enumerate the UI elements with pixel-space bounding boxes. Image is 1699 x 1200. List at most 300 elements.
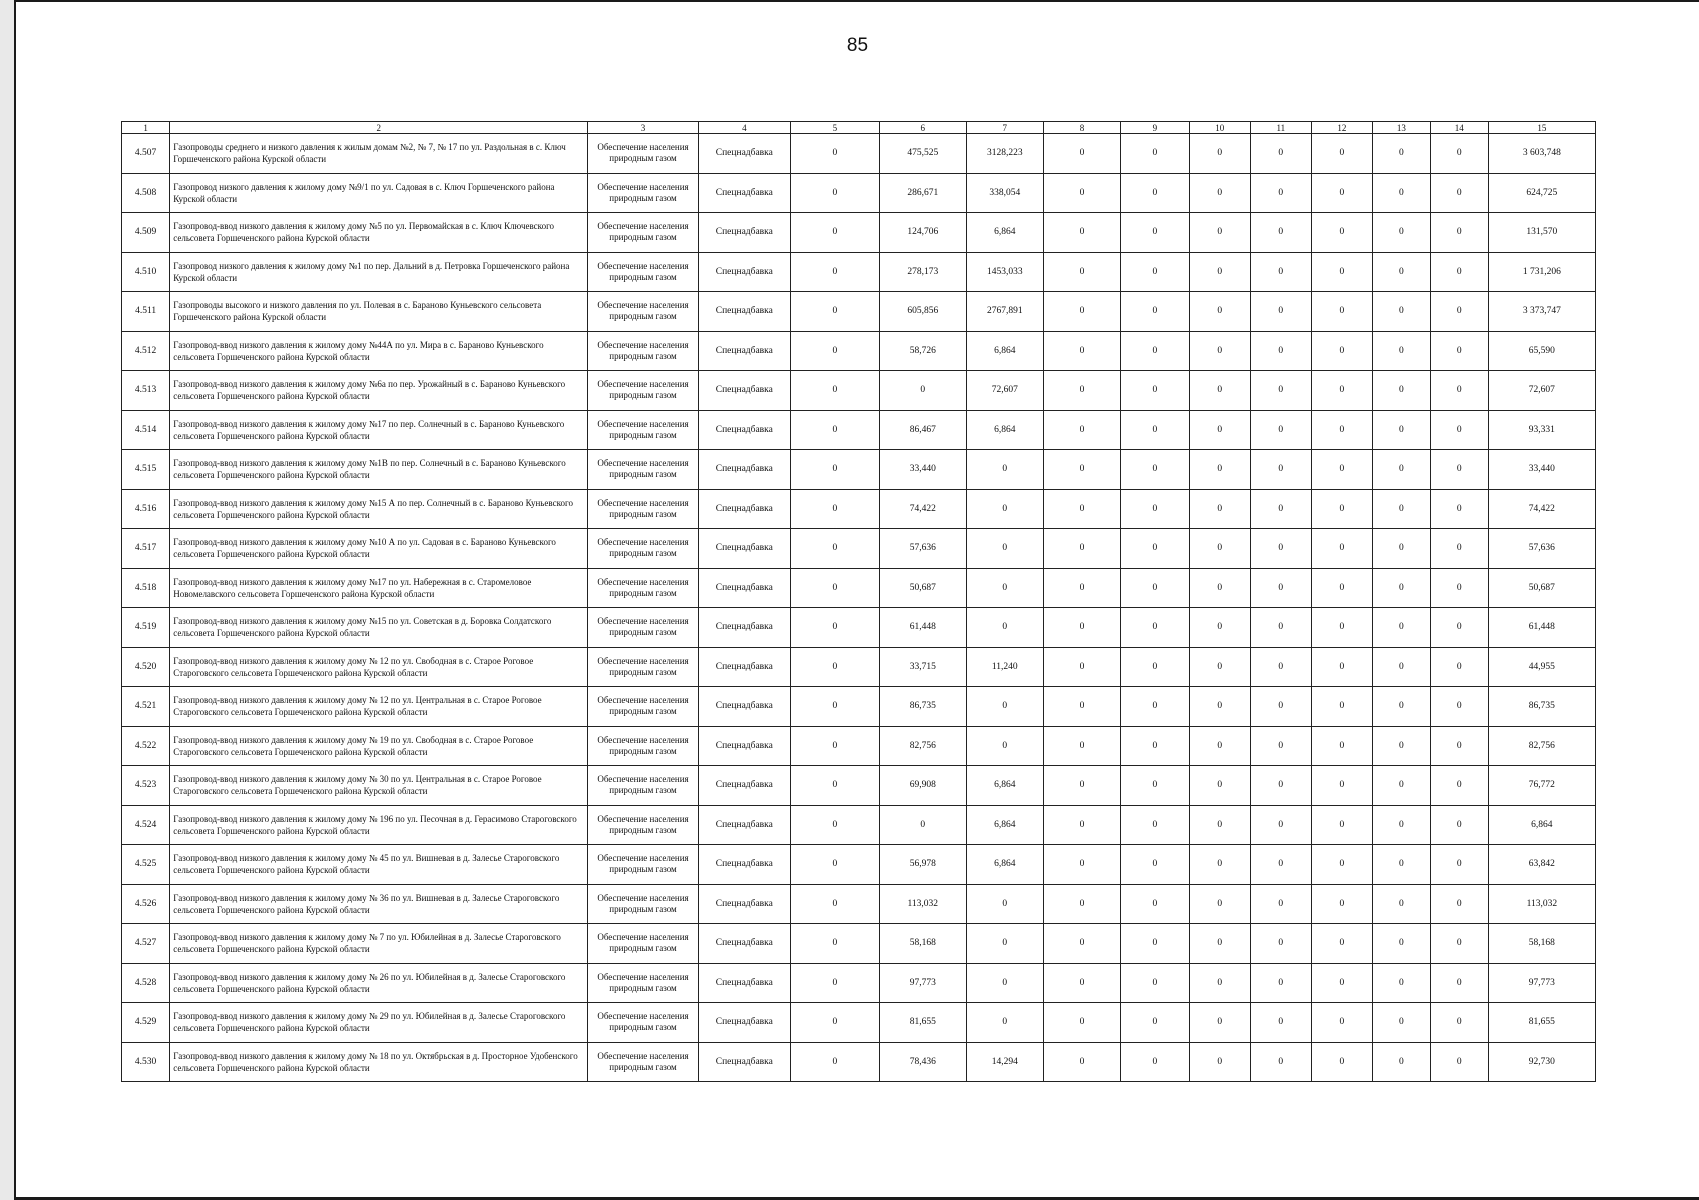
funding-source-cell: Спецнадбавка xyxy=(698,568,790,608)
value-col-5-cell: 0 xyxy=(790,805,879,845)
value-col-5-cell: 0 xyxy=(790,1042,879,1082)
value-col-9-cell: 0 xyxy=(1121,884,1190,924)
table-row xyxy=(122,687,1596,727)
column-header-11: 11 xyxy=(1250,122,1311,134)
row-number-cell: 4.511 xyxy=(122,292,170,332)
row-number-cell: 4.518 xyxy=(122,568,170,608)
value-col-12-cell: 0 xyxy=(1311,529,1372,569)
value-col-6-cell: 97,773 xyxy=(879,963,966,1003)
total-cell: 72,607 xyxy=(1488,371,1595,411)
value-col-13-cell: 0 xyxy=(1372,134,1430,174)
total-cell: 92,730 xyxy=(1488,1042,1595,1082)
page-number: 85 xyxy=(846,35,869,56)
row-number-cell: 4.512 xyxy=(122,331,170,371)
value-col-8-cell: 0 xyxy=(1043,410,1120,450)
value-col-8-cell: 0 xyxy=(1043,489,1120,529)
value-col-11-cell: 0 xyxy=(1250,963,1311,1003)
row-number-cell: 4.515 xyxy=(122,450,170,490)
value-col-8-cell: 0 xyxy=(1043,529,1120,569)
value-col-11-cell: 0 xyxy=(1250,568,1311,608)
value-col-8-cell: 0 xyxy=(1043,647,1120,687)
value-col-5-cell: 0 xyxy=(790,450,879,490)
row-number-cell: 4.513 xyxy=(122,371,170,411)
value-col-6-cell: 61,448 xyxy=(879,608,966,648)
value-col-14-cell: 0 xyxy=(1430,687,1488,727)
table-row xyxy=(122,884,1596,924)
object-name-cell: Газопровод-ввод низкого давления к жилому дому № 12 по ул. Свободная в с. Старое Роговое Староговского сельсовета Горшеченского района Курской области xyxy=(170,647,588,687)
row-number-cell: 4.508 xyxy=(122,173,170,213)
purpose-cell: Обеспечение населения природным газом xyxy=(588,647,698,687)
object-name-cell: Газопровод-ввод низкого давления к жилому дому №1В по пер. Солнечный в с. Бараново Куньевского сельсовета Горшеченского района Курской области xyxy=(170,450,588,490)
purpose-cell: Обеспечение населения природным газом xyxy=(588,766,698,806)
value-col-13-cell: 0 xyxy=(1372,252,1430,292)
value-col-12-cell: 0 xyxy=(1311,331,1372,371)
object-name-cell: Газопроводы среднего и низкого давления к жилым домам №2, № 7, № 17 по ул. Раздольная в с. Ключ Горшеченского района Курской области xyxy=(170,134,588,174)
value-col-8-cell: 0 xyxy=(1043,608,1120,648)
object-name-cell: Газопровод-ввод низкого давления к жилому дому № 45 по ул. Вишневая в д. Залесье Староговского сельсовета Горшеченского района Курской области xyxy=(170,845,588,885)
column-header-10: 10 xyxy=(1189,122,1250,134)
value-col-10-cell: 0 xyxy=(1189,845,1250,885)
object-name-cell: Газопровод-ввод низкого давления к жилому дому № 29 по ул. Юбилейная в д. Залесье Староговского сельсовета Горшеченского района Курской области xyxy=(170,1003,588,1043)
value-col-5-cell: 0 xyxy=(790,608,879,648)
value-col-9-cell: 0 xyxy=(1121,489,1190,529)
total-cell: 58,168 xyxy=(1488,924,1595,964)
value-col-7-cell: 6,864 xyxy=(966,845,1043,885)
value-col-14-cell: 0 xyxy=(1430,410,1488,450)
total-cell: 74,422 xyxy=(1488,489,1595,529)
value-col-8-cell: 0 xyxy=(1043,963,1120,1003)
funding-source-cell: Спецнадбавка xyxy=(698,410,790,450)
value-col-14-cell: 0 xyxy=(1430,450,1488,490)
value-col-8-cell: 0 xyxy=(1043,1042,1120,1082)
total-cell: 63,842 xyxy=(1488,845,1595,885)
value-col-6-cell: 86,467 xyxy=(879,410,966,450)
value-col-5-cell: 0 xyxy=(790,845,879,885)
value-col-14-cell: 0 xyxy=(1430,726,1488,766)
value-col-11-cell: 0 xyxy=(1250,252,1311,292)
value-col-11-cell: 0 xyxy=(1250,331,1311,371)
table-row xyxy=(122,1042,1596,1082)
table-row xyxy=(122,173,1596,213)
purpose-cell: Обеспечение населения природным газом xyxy=(588,924,698,964)
value-col-6-cell: 113,032 xyxy=(879,884,966,924)
value-col-12-cell: 0 xyxy=(1311,1042,1372,1082)
object-name-cell: Газопровод низкого давления к жилому дому №1 по пер. Дальний в д. Петровка Горшеченского района Курской области xyxy=(170,252,588,292)
purpose-cell: Обеспечение населения природным газом xyxy=(588,529,698,569)
funding-source-cell: Спецнадбавка xyxy=(698,608,790,648)
funding-source-cell: Спецнадбавка xyxy=(698,489,790,529)
value-col-14-cell: 0 xyxy=(1430,292,1488,332)
value-col-10-cell: 0 xyxy=(1189,134,1250,174)
value-col-14-cell: 0 xyxy=(1430,213,1488,253)
value-col-13-cell: 0 xyxy=(1372,963,1430,1003)
value-col-13-cell: 0 xyxy=(1372,766,1430,806)
value-col-11-cell: 0 xyxy=(1250,410,1311,450)
value-col-11-cell: 0 xyxy=(1250,647,1311,687)
value-col-13-cell: 0 xyxy=(1372,884,1430,924)
table-row xyxy=(122,450,1596,490)
row-number-cell: 4.522 xyxy=(122,726,170,766)
total-cell: 33,440 xyxy=(1488,450,1595,490)
value-col-12-cell: 0 xyxy=(1311,134,1372,174)
table-row xyxy=(122,726,1596,766)
value-col-12-cell: 0 xyxy=(1311,963,1372,1003)
value-col-5-cell: 0 xyxy=(790,331,879,371)
table-row xyxy=(122,608,1596,648)
row-number-cell: 4.519 xyxy=(122,608,170,648)
row-number-cell: 4.516 xyxy=(122,489,170,529)
value-col-9-cell: 0 xyxy=(1121,963,1190,1003)
funding-source-cell: Спецнадбавка xyxy=(698,924,790,964)
object-name-cell: Газопровод-ввод низкого давления к жилому дому № 36 по ул. Вишневая в д. Залесье Староговского сельсовета Горшеченского района Курской области xyxy=(170,884,588,924)
value-col-5-cell: 0 xyxy=(790,252,879,292)
value-col-12-cell: 0 xyxy=(1311,845,1372,885)
value-col-6-cell: 78,436 xyxy=(879,1042,966,1082)
value-col-10-cell: 0 xyxy=(1189,489,1250,529)
value-col-6-cell: 286,671 xyxy=(879,173,966,213)
value-col-12-cell: 0 xyxy=(1311,726,1372,766)
value-col-11-cell: 0 xyxy=(1250,213,1311,253)
table-row xyxy=(122,766,1596,806)
value-col-11-cell: 0 xyxy=(1250,450,1311,490)
value-col-14-cell: 0 xyxy=(1430,1042,1488,1082)
value-col-9-cell: 0 xyxy=(1121,331,1190,371)
value-col-8-cell: 0 xyxy=(1043,726,1120,766)
value-col-13-cell: 0 xyxy=(1372,173,1430,213)
value-col-6-cell: 124,706 xyxy=(879,213,966,253)
total-cell: 65,590 xyxy=(1488,331,1595,371)
value-col-12-cell: 0 xyxy=(1311,687,1372,727)
row-number-cell: 4.524 xyxy=(122,805,170,845)
purpose-cell: Обеспечение населения природным газом xyxy=(588,331,698,371)
value-col-8-cell: 0 xyxy=(1043,213,1120,253)
value-col-12-cell: 0 xyxy=(1311,173,1372,213)
total-cell: 57,636 xyxy=(1488,529,1595,569)
column-header-2: 2 xyxy=(170,122,588,134)
value-col-12-cell: 0 xyxy=(1311,805,1372,845)
value-col-12-cell: 0 xyxy=(1311,371,1372,411)
funding-source-cell: Спецнадбавка xyxy=(698,252,790,292)
value-col-9-cell: 0 xyxy=(1121,292,1190,332)
column-header-7: 7 xyxy=(966,122,1043,134)
value-col-9-cell: 0 xyxy=(1121,410,1190,450)
value-col-9-cell: 0 xyxy=(1121,213,1190,253)
total-cell: 93,331 xyxy=(1488,410,1595,450)
value-col-7-cell: 6,864 xyxy=(966,766,1043,806)
value-col-5-cell: 0 xyxy=(790,687,879,727)
value-col-10-cell: 0 xyxy=(1189,371,1250,411)
funding-source-cell: Спецнадбавка xyxy=(698,134,790,174)
value-col-7-cell: 0 xyxy=(966,963,1043,1003)
row-number-cell: 4.530 xyxy=(122,1042,170,1082)
value-col-12-cell: 0 xyxy=(1311,410,1372,450)
value-col-10-cell: 0 xyxy=(1189,331,1250,371)
column-header-9: 9 xyxy=(1121,122,1190,134)
value-col-6-cell: 33,440 xyxy=(879,450,966,490)
value-col-7-cell: 3128,223 xyxy=(966,134,1043,174)
funding-source-cell: Спецнадбавка xyxy=(698,845,790,885)
value-col-5-cell: 0 xyxy=(790,292,879,332)
value-col-13-cell: 0 xyxy=(1372,371,1430,411)
row-number-cell: 4.514 xyxy=(122,410,170,450)
value-col-12-cell: 0 xyxy=(1311,924,1372,964)
column-header-6: 6 xyxy=(879,122,966,134)
column-header-13: 13 xyxy=(1372,122,1430,134)
value-col-10-cell: 0 xyxy=(1189,173,1250,213)
column-header-5: 5 xyxy=(790,122,879,134)
value-col-7-cell: 72,607 xyxy=(966,371,1043,411)
value-col-11-cell: 0 xyxy=(1250,134,1311,174)
value-col-9-cell: 0 xyxy=(1121,805,1190,845)
value-col-11-cell: 0 xyxy=(1250,845,1311,885)
value-col-5-cell: 0 xyxy=(790,529,879,569)
column-header-14: 14 xyxy=(1430,122,1488,134)
object-name-cell: Газопровод низкого давления к жилому дому №9/1 по ул. Садовая в с. Ключ Горшеченского района Курской области xyxy=(170,173,588,213)
funding-source-cell: Спецнадбавка xyxy=(698,687,790,727)
value-col-8-cell: 0 xyxy=(1043,450,1120,490)
value-col-7-cell: 0 xyxy=(966,529,1043,569)
value-col-5-cell: 0 xyxy=(790,963,879,1003)
funding-source-cell: Спецнадбавка xyxy=(698,331,790,371)
value-col-14-cell: 0 xyxy=(1430,924,1488,964)
value-col-8-cell: 0 xyxy=(1043,371,1120,411)
row-number-cell: 4.525 xyxy=(122,845,170,885)
value-col-14-cell: 0 xyxy=(1430,845,1488,885)
gas-pipeline-table xyxy=(121,121,1596,1082)
value-col-11-cell: 0 xyxy=(1250,687,1311,727)
value-col-10-cell: 0 xyxy=(1189,687,1250,727)
value-col-13-cell: 0 xyxy=(1372,450,1430,490)
value-col-6-cell: 475,525 xyxy=(879,134,966,174)
value-col-13-cell: 0 xyxy=(1372,529,1430,569)
value-col-6-cell: 56,978 xyxy=(879,845,966,885)
value-col-13-cell: 0 xyxy=(1372,608,1430,648)
table-row xyxy=(122,529,1596,569)
total-cell: 50,687 xyxy=(1488,568,1595,608)
value-col-14-cell: 0 xyxy=(1430,1003,1488,1043)
value-col-12-cell: 0 xyxy=(1311,450,1372,490)
value-col-10-cell: 0 xyxy=(1189,608,1250,648)
value-col-7-cell: 0 xyxy=(966,884,1043,924)
value-col-5-cell: 0 xyxy=(790,410,879,450)
value-col-14-cell: 0 xyxy=(1430,805,1488,845)
total-cell: 76,772 xyxy=(1488,766,1595,806)
value-col-14-cell: 0 xyxy=(1430,134,1488,174)
value-col-13-cell: 0 xyxy=(1372,647,1430,687)
purpose-cell: Обеспечение населения природным газом xyxy=(588,608,698,648)
value-col-10-cell: 0 xyxy=(1189,450,1250,490)
value-col-10-cell: 0 xyxy=(1189,410,1250,450)
value-col-11-cell: 0 xyxy=(1250,884,1311,924)
value-col-9-cell: 0 xyxy=(1121,766,1190,806)
value-col-6-cell: 57,636 xyxy=(879,529,966,569)
value-col-9-cell: 0 xyxy=(1121,568,1190,608)
value-col-11-cell: 0 xyxy=(1250,1003,1311,1043)
value-col-9-cell: 0 xyxy=(1121,173,1190,213)
value-col-5-cell: 0 xyxy=(790,489,879,529)
value-col-10-cell: 0 xyxy=(1189,766,1250,806)
column-header-12: 12 xyxy=(1311,122,1372,134)
total-cell: 81,655 xyxy=(1488,1003,1595,1043)
total-cell: 131,570 xyxy=(1488,213,1595,253)
value-col-12-cell: 0 xyxy=(1311,1003,1372,1043)
value-col-11-cell: 0 xyxy=(1250,489,1311,529)
funding-source-cell: Спецнадбавка xyxy=(698,884,790,924)
value-col-8-cell: 0 xyxy=(1043,766,1120,806)
value-col-12-cell: 0 xyxy=(1311,568,1372,608)
total-cell: 82,756 xyxy=(1488,726,1595,766)
value-col-7-cell: 0 xyxy=(966,489,1043,529)
value-col-7-cell: 0 xyxy=(966,1003,1043,1043)
value-col-10-cell: 0 xyxy=(1189,529,1250,569)
table-row xyxy=(122,647,1596,687)
value-col-5-cell: 0 xyxy=(790,766,879,806)
value-col-13-cell: 0 xyxy=(1372,687,1430,727)
value-col-10-cell: 0 xyxy=(1189,963,1250,1003)
object-name-cell: Газопровод-ввод низкого давления к жилому дому №15 А по пер. Солнечный в с. Бараново Куньевского сельсовета Горшеченского района Курской области xyxy=(170,489,588,529)
table-row xyxy=(122,568,1596,608)
row-number-cell: 4.526 xyxy=(122,884,170,924)
value-col-13-cell: 0 xyxy=(1372,489,1430,529)
value-col-14-cell: 0 xyxy=(1430,568,1488,608)
value-col-8-cell: 0 xyxy=(1043,252,1120,292)
value-col-5-cell: 0 xyxy=(790,173,879,213)
document-page xyxy=(14,0,1699,1200)
table-row xyxy=(122,845,1596,885)
value-col-11-cell: 0 xyxy=(1250,608,1311,648)
total-cell: 1 731,206 xyxy=(1488,252,1595,292)
value-col-5-cell: 0 xyxy=(790,213,879,253)
value-col-8-cell: 0 xyxy=(1043,687,1120,727)
value-col-7-cell: 6,864 xyxy=(966,410,1043,450)
value-col-14-cell: 0 xyxy=(1430,529,1488,569)
value-col-11-cell: 0 xyxy=(1250,924,1311,964)
value-col-8-cell: 0 xyxy=(1043,331,1120,371)
row-number-cell: 4.520 xyxy=(122,647,170,687)
value-col-9-cell: 0 xyxy=(1121,371,1190,411)
table-row xyxy=(122,292,1596,332)
purpose-cell: Обеспечение населения природным газом xyxy=(588,687,698,727)
purpose-cell: Обеспечение населения природным газом xyxy=(588,568,698,608)
value-col-10-cell: 0 xyxy=(1189,213,1250,253)
value-col-10-cell: 0 xyxy=(1189,568,1250,608)
value-col-7-cell: 0 xyxy=(966,726,1043,766)
value-col-9-cell: 0 xyxy=(1121,134,1190,174)
value-col-10-cell: 0 xyxy=(1189,647,1250,687)
value-col-8-cell: 0 xyxy=(1043,884,1120,924)
funding-source-cell: Спецнадбавка xyxy=(698,292,790,332)
purpose-cell: Обеспечение населения природным газом xyxy=(588,805,698,845)
total-cell: 3 603,748 xyxy=(1488,134,1595,174)
value-col-6-cell: 0 xyxy=(879,805,966,845)
funding-source-cell: Спецнадбавка xyxy=(698,529,790,569)
value-col-10-cell: 0 xyxy=(1189,1003,1250,1043)
object-name-cell: Газопровод-ввод низкого давления к жилому дому №5 по ул. Первомайская в с. Ключ Ключевского сельсовета Горшеченского района Курской области xyxy=(170,213,588,253)
value-col-11-cell: 0 xyxy=(1250,292,1311,332)
value-col-8-cell: 0 xyxy=(1043,173,1120,213)
value-col-8-cell: 0 xyxy=(1043,1003,1120,1043)
value-col-12-cell: 0 xyxy=(1311,766,1372,806)
object-name-cell: Газопровод-ввод низкого давления к жилому дому № 30 по ул. Центральная в с. Старое Роговое Староговского сельсовета Горшеченского района Курской области xyxy=(170,766,588,806)
value-col-5-cell: 0 xyxy=(790,371,879,411)
value-col-14-cell: 0 xyxy=(1430,884,1488,924)
value-col-11-cell: 0 xyxy=(1250,371,1311,411)
purpose-cell: Обеспечение населения природным газом xyxy=(588,371,698,411)
funding-source-cell: Спецнадбавка xyxy=(698,450,790,490)
object-name-cell: Газопровод-ввод низкого давления к жилому дому №17 по ул. Набережная в с. Старомеловое Новомелавского сельсовета Горшеченского района Курской области xyxy=(170,568,588,608)
funding-source-cell: Спецнадбавка xyxy=(698,1003,790,1043)
purpose-cell: Обеспечение населения природным газом xyxy=(588,213,698,253)
value-col-9-cell: 0 xyxy=(1121,647,1190,687)
row-number-cell: 4.527 xyxy=(122,924,170,964)
value-col-5-cell: 0 xyxy=(790,647,879,687)
funding-source-cell: Спецнадбавка xyxy=(698,173,790,213)
column-header-1: 1 xyxy=(122,122,170,134)
value-col-6-cell: 69,908 xyxy=(879,766,966,806)
purpose-cell: Обеспечение населения природным газом xyxy=(588,410,698,450)
value-col-7-cell: 11,240 xyxy=(966,647,1043,687)
purpose-cell: Обеспечение населения природным газом xyxy=(588,252,698,292)
value-col-14-cell: 0 xyxy=(1430,647,1488,687)
value-col-9-cell: 0 xyxy=(1121,924,1190,964)
value-col-13-cell: 0 xyxy=(1372,924,1430,964)
value-col-12-cell: 0 xyxy=(1311,608,1372,648)
purpose-cell: Обеспечение населения природным газом xyxy=(588,173,698,213)
column-header-15: 15 xyxy=(1488,122,1595,134)
value-col-11-cell: 0 xyxy=(1250,529,1311,569)
table-row xyxy=(122,371,1596,411)
object-name-cell: Газопровод-ввод низкого давления к жилому дому № 18 по ул. Октябрьская в д. Просторное Удобенского сельсовета Горшеченского района Курской области xyxy=(170,1042,588,1082)
purpose-cell: Обеспечение населения природным газом xyxy=(588,1003,698,1043)
value-col-14-cell: 0 xyxy=(1430,766,1488,806)
value-col-7-cell: 6,864 xyxy=(966,213,1043,253)
value-col-7-cell: 14,294 xyxy=(966,1042,1043,1082)
column-header-4: 4 xyxy=(698,122,790,134)
value-col-6-cell: 50,687 xyxy=(879,568,966,608)
value-col-14-cell: 0 xyxy=(1430,608,1488,648)
total-cell: 86,735 xyxy=(1488,687,1595,727)
value-col-5-cell: 0 xyxy=(790,726,879,766)
row-number-cell: 4.507 xyxy=(122,134,170,174)
object-name-cell: Газопровод-ввод низкого давления к жилому дому № 196 по ул. Песочная в д. Герасимово Староговского сельсовета Горшеченского района Курской области xyxy=(170,805,588,845)
purpose-cell: Обеспечение населения природным газом xyxy=(588,884,698,924)
funding-source-cell: Спецнадбавка xyxy=(698,213,790,253)
total-cell: 113,032 xyxy=(1488,884,1595,924)
funding-source-cell: Спецнадбавка xyxy=(698,371,790,411)
value-col-13-cell: 0 xyxy=(1372,726,1430,766)
value-col-12-cell: 0 xyxy=(1311,292,1372,332)
value-col-9-cell: 0 xyxy=(1121,608,1190,648)
value-col-10-cell: 0 xyxy=(1189,924,1250,964)
value-col-10-cell: 0 xyxy=(1189,1042,1250,1082)
value-col-5-cell: 0 xyxy=(790,568,879,608)
value-col-13-cell: 0 xyxy=(1372,292,1430,332)
table-row xyxy=(122,963,1596,1003)
value-col-6-cell: 58,168 xyxy=(879,924,966,964)
value-col-14-cell: 0 xyxy=(1430,371,1488,411)
purpose-cell: Обеспечение населения природным газом xyxy=(588,450,698,490)
object-name-cell: Газопроводы высокого и низкого давления по ул. Полевая в с. Бараново Куньевского сельсовета Горшеченского района Курской области xyxy=(170,292,588,332)
row-number-cell: 4.528 xyxy=(122,963,170,1003)
value-col-9-cell: 0 xyxy=(1121,252,1190,292)
value-col-12-cell: 0 xyxy=(1311,884,1372,924)
total-cell: 3 373,747 xyxy=(1488,292,1595,332)
value-col-14-cell: 0 xyxy=(1430,173,1488,213)
funding-source-cell: Спецнадбавка xyxy=(698,766,790,806)
column-header-3: 3 xyxy=(588,122,698,134)
object-name-cell: Газопровод-ввод низкого давления к жилому дому № 12 по ул. Центральная в с. Старое Роговое Староговского сельсовета Горшеченского района Курской области xyxy=(170,687,588,727)
object-name-cell: Газопровод-ввод низкого давления к жилому дому №15 по ул. Советская в д. Боровка Солдатского сельсовета Горшеченского района Курской области xyxy=(170,608,588,648)
